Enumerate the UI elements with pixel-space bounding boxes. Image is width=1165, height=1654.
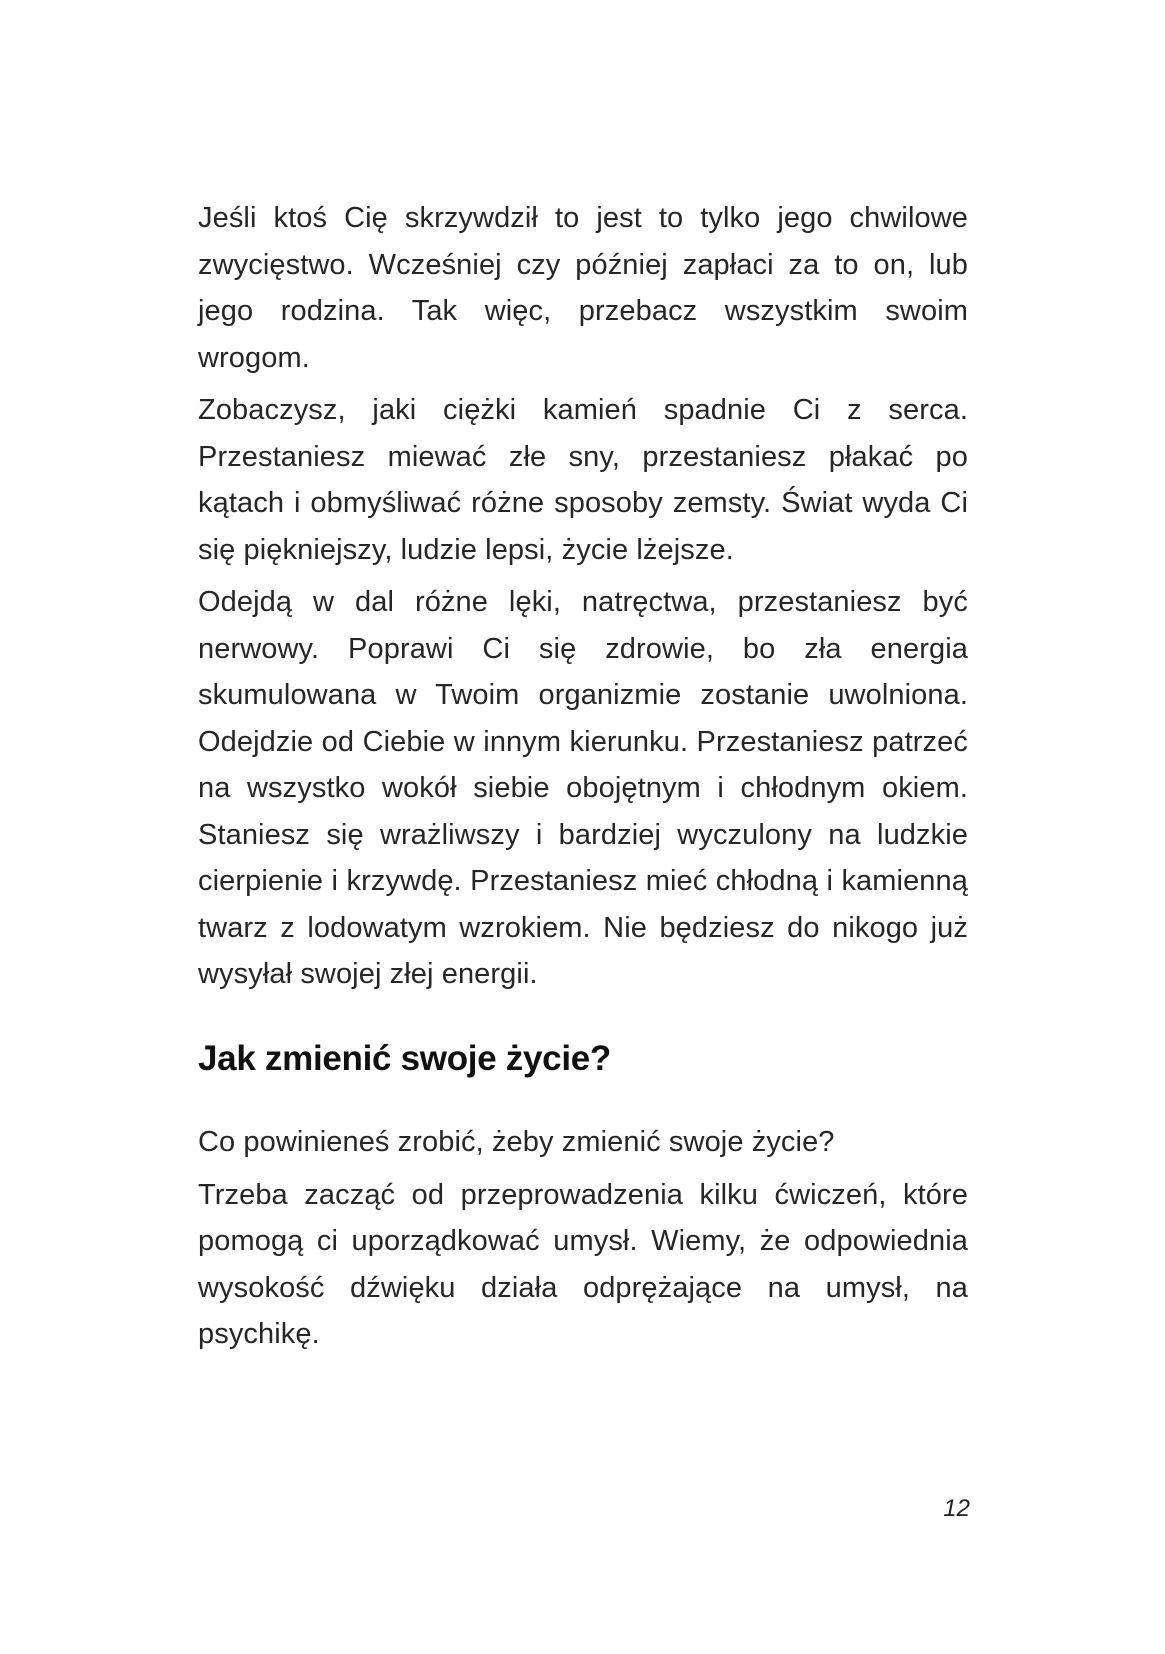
paragraph-forgiveness: Jeśli ktoś Cię skrzywdził to jest to tylko jego chwilowe zwycięstwo. Wcześniej czy później zapłaci za to on, lub jego rodzina. Tak więc, przebacz wszystkim swoim wrogom.: [198, 202, 968, 374]
paragraph-relief: Zobaczysz, jaki ciężki kamień spadnie Ci z serca. Przestaniesz miewać złe sny, przestaniesz płakać po kątach i obmyśliwać różne sposoby zemsty. Świat wyda Ci się piękniejszy, ludzie lepsi, życie lżejsze.: [198, 394, 968, 566]
section-body: [198, 1119, 968, 1364]
section-heading: Jak zmienić swoje życie?: [198, 1039, 612, 1078]
paragraph-benefits: Odejdą w dal różne lęki, natręctwa, przestaniesz być nerwowy. Poprawi Ci się zdrowie, bo zła energia skumulowana w Twoim organizmie zostanie uwolniona. Odejdzie od Ciebie w innym kierunku. Przestaniesz patrzeć na wszystko wokół siebie obojętnym i chłodnym okiem. Staniesz się wrażliwszy i bardziej wyczulony na ludzkie cierpienie i krzywdę. Przestaniesz mieć chłodną i kamienną twarz z lodowatym wzrokiem. Nie będziesz do nikogo już wysyłał swojej złej energii.: [198, 586, 968, 990]
page-content: [198, 195, 968, 1350]
page-number: 12: [943, 1495, 970, 1522]
paragraph-question: Co powinieneś zrobić, żeby zmienić swoje życie?: [198, 1126, 835, 1158]
paragraph-exercises: Trzeba zacząć od przeprowadzenia kilku ćwiczeń, które pomogą ci uporządkować umysł. Wiemy, że odpowiednia wysokość dźwięku działa odprężające na umysł, na psychikę.: [198, 1178, 968, 1350]
